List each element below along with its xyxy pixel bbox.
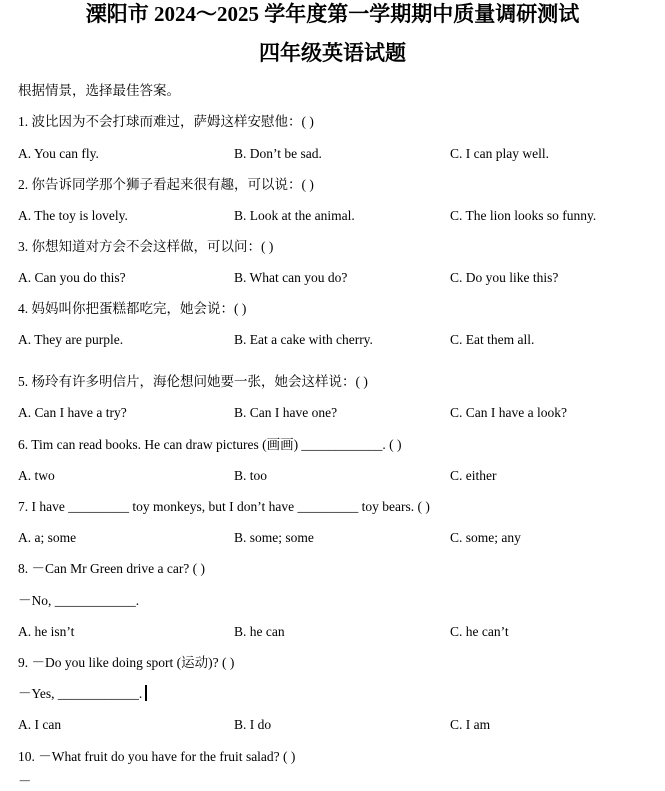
question-3-option-c: C. Do you like this? — [450, 270, 559, 285]
question-1-option-b: B. Don’t be sad. — [234, 146, 322, 161]
question-8-option-a: A. he isn’t — [18, 624, 75, 639]
question-9-option-b: B. I do — [234, 717, 272, 732]
question-5-option-c: C. Can I have a look? — [450, 405, 567, 420]
question-8-option-b: B. he can — [234, 624, 285, 639]
question-8-option-c: C. he can’t — [450, 624, 509, 639]
question-1-stem: 1. 波比因为不会打球而难过，萨姆这样安慰他：( ) — [18, 114, 314, 129]
question-4-option-b: B. Eat a cake with cherry. — [234, 332, 373, 347]
question-6-stem: 6. Tim can read books. He can draw pictures (画画) ____________. ( ) — [18, 437, 402, 452]
question-7-option-b: B. some; some — [234, 530, 314, 545]
instruction: 根据情景，选择最佳答案。 — [18, 83, 180, 98]
question-8-stem: 8. －Can Mr Green drive a car? ( ) — [18, 561, 206, 576]
question-10-answer-line: － — [18, 774, 32, 789]
question-9-option-c: C. I am — [450, 717, 491, 732]
question-6-option-b: B. too — [234, 468, 268, 483]
question-5-stem: 5. 杨玲有许多明信片，海伦想问她要一张，她会这样说：( ) — [18, 374, 368, 389]
question-10-stem: 10. －What fruit do you have for the fruit salad? ( ) — [18, 749, 296, 764]
question-4-stem: 4. 妈妈叫你把蛋糕都吃完，她会说：( ) — [18, 301, 247, 316]
question-3-option-b: B. What can you do? — [234, 270, 348, 285]
question-9-option-a: A. I can — [18, 717, 62, 732]
question-2-option-b: B. Look at the animal. — [234, 208, 355, 223]
question-6-option-a: A. two — [18, 468, 55, 483]
question-4-option-c: C. Eat them all. — [450, 332, 535, 347]
question-2-option-a: A. The toy is lovely. — [18, 208, 128, 223]
question-4-option-a: A. They are purple. — [18, 332, 124, 347]
question-7-option-c: C. some; any — [450, 530, 521, 545]
question-5-option-a: A. Can I have a try? — [18, 405, 127, 420]
question-3-option-a: A. Can you do this? — [18, 270, 126, 285]
text-cursor — [145, 685, 147, 701]
question-3-stem: 3. 你想知道对方会不会这样做，可以问：( ) — [18, 239, 274, 254]
question-5-option-b: B. Can I have one? — [234, 405, 338, 420]
question-8-answer-line: －No, ____________. — [18, 593, 140, 608]
exam-title: 溧阳市 2024～2025 学年度第一学期期中质量调研测试 — [85, 2, 580, 26]
exam-subtitle: 四年级英语试题 — [259, 41, 406, 65]
question-1-option-a: A. You can fly. — [18, 146, 99, 161]
question-7-option-a: A. a; some — [18, 530, 77, 545]
question-7-stem: 7. I have _________ toy monkeys, but I don’t have _________ toy bears. ( ) — [18, 499, 430, 514]
question-1-option-c: C. I can play well. — [450, 146, 549, 161]
question-9-stem: 9. －Do you like doing sport (运动)? ( ) — [18, 655, 235, 670]
question-2-stem: 2. 你告诉同学那个狮子看起来很有趣，可以说：( ) — [18, 177, 314, 192]
question-9-answer-line: －Yes, ____________. — [18, 686, 143, 701]
question-2-option-c: C. The lion looks so funny. — [450, 208, 597, 223]
question-6-option-c: C. either — [450, 468, 497, 483]
